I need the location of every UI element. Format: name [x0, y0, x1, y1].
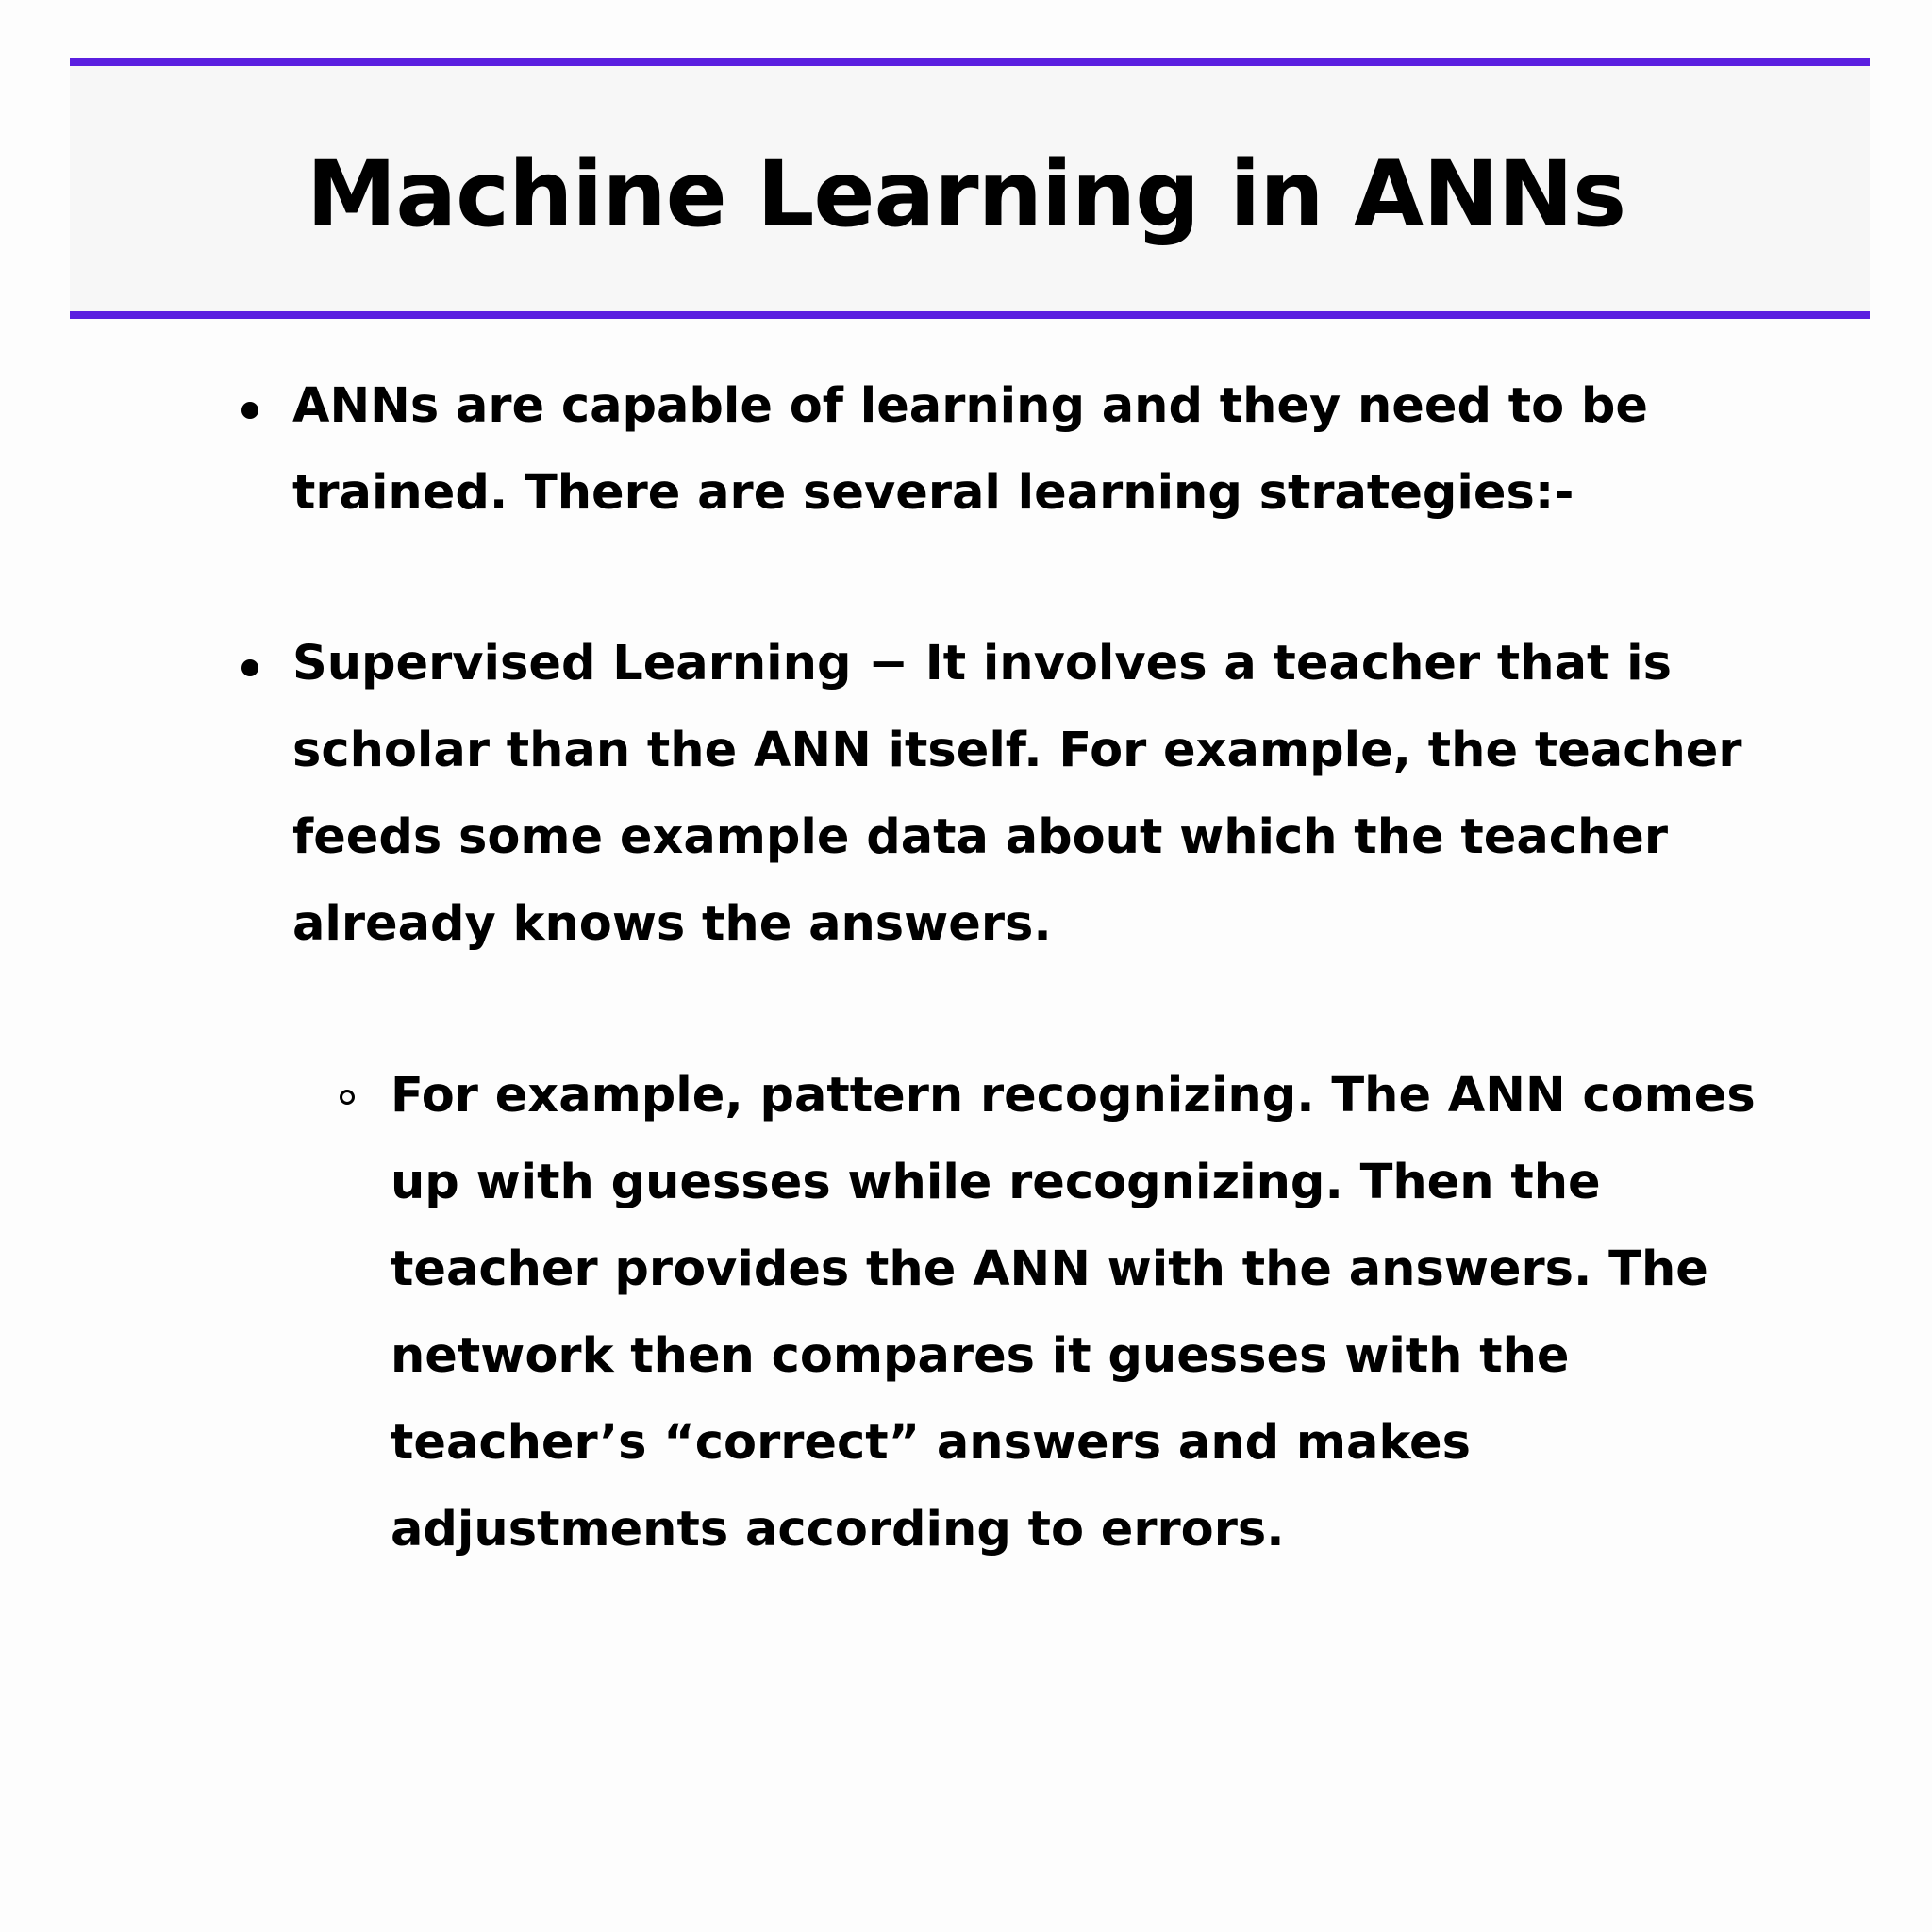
- list-item: Supervised Learning − It involves a teacher that is scholar than the ANN itself. For example, the teacher feeds some example data about which the teacher already knows the answers.: [292, 636, 1742, 952]
- list-item: ANNs are capable of learning and they need to be trained. There are several learning strategies:-: [292, 378, 1649, 521]
- page-title: Machine Learning in ANNs: [306, 142, 1626, 247]
- sub-list-item: For example, pattern recognizing. The ANN comes up with guesses while recognizing. Then the teacher provides the ANN with the answers. The network then compares it guesses with the teacher’s “correct” answers and makes adjustments according to errors.: [391, 1068, 1756, 1557]
- bullet-disc-icon: [242, 659, 258, 676]
- bullet-disc-icon: [242, 402, 258, 419]
- bullet-circle-icon: [340, 1090, 355, 1105]
